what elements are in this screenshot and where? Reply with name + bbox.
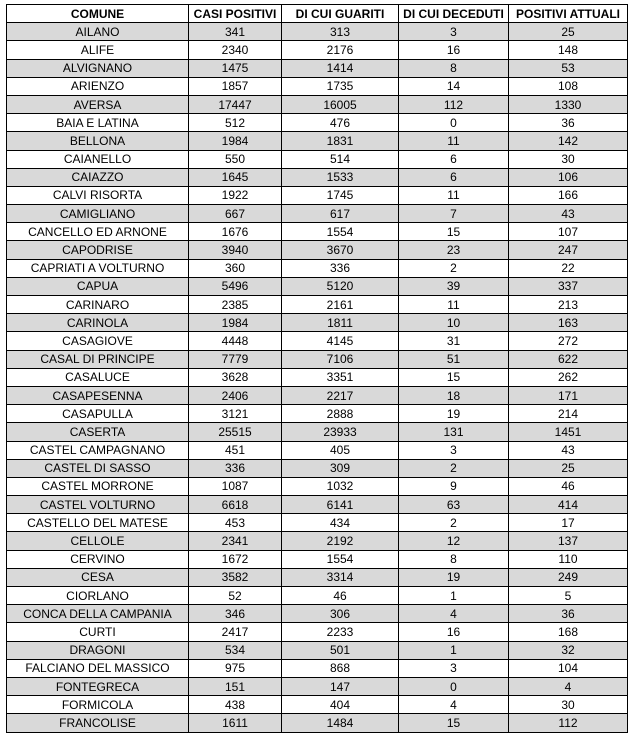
cell-deceduti: 51 [399, 350, 509, 368]
cell-comune: CURTI [7, 623, 189, 641]
cell-deceduti: 16 [399, 623, 509, 641]
cell-deceduti: 31 [399, 332, 509, 350]
cell-positivi-attuali: 46 [509, 477, 628, 495]
table-row [7, 259, 628, 277]
cell-positivi-attuali: 148 [509, 41, 628, 59]
cell-positivi-attuali: 30 [509, 150, 628, 168]
cell-positivi-attuali: 214 [509, 405, 628, 423]
cell-comune: CAIANELLO [7, 150, 189, 168]
cell-guariti: 405 [282, 441, 399, 459]
cell-comune: CESA [7, 568, 189, 586]
cell-guariti: 1735 [282, 77, 399, 95]
cell-guariti: 514 [282, 150, 399, 168]
cell-guariti: 476 [282, 114, 399, 132]
cell-comune: CIORLANO [7, 587, 189, 605]
cell-guariti: 2233 [282, 623, 399, 641]
cell-positivi-attuali: 249 [509, 568, 628, 586]
table-row [7, 568, 628, 586]
cell-comune: ALVIGNANO [7, 59, 189, 77]
cell-deceduti: 19 [399, 405, 509, 423]
cell-guariti: 1811 [282, 314, 399, 332]
cell-casi-positivi: 453 [189, 514, 282, 532]
cell-deceduti: 11 [399, 296, 509, 314]
cell-deceduti: 3 [399, 441, 509, 459]
table-row [7, 77, 628, 95]
table-row [7, 386, 628, 404]
cell-positivi-attuali: 43 [509, 205, 628, 223]
cell-deceduti: 15 [399, 368, 509, 386]
cell-casi-positivi: 1984 [189, 314, 282, 332]
cell-guariti: 3670 [282, 241, 399, 259]
cell-casi-positivi: 2340 [189, 41, 282, 59]
cell-comune: ALIFE [7, 41, 189, 59]
cell-guariti: 7106 [282, 350, 399, 368]
cell-comune: BAIA E LATINA [7, 114, 189, 132]
table-row [7, 441, 628, 459]
cell-guariti: 2176 [282, 41, 399, 59]
cell-casi-positivi: 4448 [189, 332, 282, 350]
cell-positivi-attuali: 25 [509, 459, 628, 477]
cell-comune: CAMIGLIANO [7, 205, 189, 223]
cell-casi-positivi: 1475 [189, 59, 282, 77]
cell-positivi-attuali: 4 [509, 677, 628, 695]
cell-casi-positivi: 25515 [189, 423, 282, 441]
cell-deceduti: 2 [399, 514, 509, 532]
cell-positivi-attuali: 112 [509, 714, 628, 732]
cell-comune: CASAL DI PRINCIPE [7, 350, 189, 368]
cell-positivi-attuali: 32 [509, 641, 628, 659]
table-row [7, 532, 628, 550]
cell-guariti: 1554 [282, 223, 399, 241]
cell-deceduti: 3 [399, 659, 509, 677]
cell-comune: AVERSA [7, 95, 189, 113]
cell-guariti: 2161 [282, 296, 399, 314]
cell-casi-positivi: 1087 [189, 477, 282, 495]
cell-casi-positivi: 3628 [189, 368, 282, 386]
cell-casi-positivi: 336 [189, 459, 282, 477]
cell-positivi-attuali: 22 [509, 259, 628, 277]
table-row [7, 696, 628, 714]
cell-comune: CASTELLO DEL MATESE [7, 514, 189, 532]
cell-positivi-attuali: 17 [509, 514, 628, 532]
cell-deceduti: 2 [399, 259, 509, 277]
cell-comune: AILANO [7, 23, 189, 41]
cell-deceduti: 11 [399, 186, 509, 204]
table-row [7, 714, 628, 732]
table-row [7, 423, 628, 441]
cell-deceduti: 1 [399, 587, 509, 605]
table-row [7, 477, 628, 495]
cell-comune: CASAPULLA [7, 405, 189, 423]
table-row [7, 314, 628, 332]
header-deceduti: DI CUI DECEDUTI [399, 5, 509, 23]
cell-comune: CASERTA [7, 423, 189, 441]
cell-comune: CERVINO [7, 550, 189, 568]
table-row [7, 677, 628, 695]
cell-positivi-attuali: 166 [509, 186, 628, 204]
cell-casi-positivi: 341 [189, 23, 282, 41]
cell-casi-positivi: 550 [189, 150, 282, 168]
header-positivi-attuali: POSITIVI ATTUALI [509, 5, 628, 23]
table-row [7, 223, 628, 241]
cell-deceduti: 112 [399, 95, 509, 113]
table-row [7, 587, 628, 605]
cell-comune: CELLOLE [7, 532, 189, 550]
cell-guariti: 3351 [282, 368, 399, 386]
cell-deceduti: 131 [399, 423, 509, 441]
cell-casi-positivi: 151 [189, 677, 282, 695]
cell-deceduti: 2 [399, 459, 509, 477]
table-row [7, 277, 628, 295]
cell-deceduti: 14 [399, 77, 509, 95]
cell-casi-positivi: 3582 [189, 568, 282, 586]
table-row [7, 241, 628, 259]
cell-comune: CASAGIOVE [7, 332, 189, 350]
covid-table [6, 4, 628, 733]
cell-casi-positivi: 451 [189, 441, 282, 459]
cell-deceduti: 9 [399, 477, 509, 495]
table-row [7, 296, 628, 314]
cell-deceduti: 63 [399, 496, 509, 514]
cell-comune: CASAPESENNA [7, 386, 189, 404]
cell-guariti: 501 [282, 641, 399, 659]
table-row [7, 605, 628, 623]
cell-comune: CAPRIATI A VOLTURNO [7, 259, 189, 277]
cell-positivi-attuali: 53 [509, 59, 628, 77]
table-row [7, 150, 628, 168]
table-row [7, 496, 628, 514]
header-row [7, 5, 628, 23]
cell-deceduti: 8 [399, 59, 509, 77]
cell-casi-positivi: 1857 [189, 77, 282, 95]
cell-guariti: 3314 [282, 568, 399, 586]
table-row [7, 623, 628, 641]
cell-positivi-attuali: 110 [509, 550, 628, 568]
cell-guariti: 434 [282, 514, 399, 532]
cell-guariti: 1484 [282, 714, 399, 732]
cell-deceduti: 8 [399, 550, 509, 568]
cell-casi-positivi: 5496 [189, 277, 282, 295]
cell-comune: CASTEL VOLTURNO [7, 496, 189, 514]
cell-comune: CARINOLA [7, 314, 189, 332]
table-row [7, 168, 628, 186]
cell-guariti: 23933 [282, 423, 399, 441]
cell-casi-positivi: 534 [189, 641, 282, 659]
cell-casi-positivi: 667 [189, 205, 282, 223]
cell-guariti: 1414 [282, 59, 399, 77]
cell-comune: CASTEL MORRONE [7, 477, 189, 495]
cell-positivi-attuali: 272 [509, 332, 628, 350]
cell-deceduti: 10 [399, 314, 509, 332]
cell-comune: CALVI RISORTA [7, 186, 189, 204]
cell-positivi-attuali: 36 [509, 605, 628, 623]
cell-comune: DRAGONI [7, 641, 189, 659]
cell-comune: CARINARO [7, 296, 189, 314]
header-guariti: DI CUI GUARITI [282, 5, 399, 23]
cell-casi-positivi: 3940 [189, 241, 282, 259]
cell-guariti: 309 [282, 459, 399, 477]
cell-comune: FORMICOLA [7, 696, 189, 714]
cell-casi-positivi: 360 [189, 259, 282, 277]
cell-deceduti: 15 [399, 714, 509, 732]
cell-comune: CASTEL DI SASSO [7, 459, 189, 477]
cell-casi-positivi: 512 [189, 114, 282, 132]
cell-positivi-attuali: 262 [509, 368, 628, 386]
cell-guariti: 16005 [282, 95, 399, 113]
cell-comune: CAIAZZO [7, 168, 189, 186]
cell-deceduti: 0 [399, 114, 509, 132]
cell-comune: FRANCOLISE [7, 714, 189, 732]
cell-guariti: 2888 [282, 405, 399, 423]
cell-comune: CANCELLO ED ARNONE [7, 223, 189, 241]
cell-deceduti: 12 [399, 532, 509, 550]
cell-guariti: 147 [282, 677, 399, 695]
cell-casi-positivi: 2385 [189, 296, 282, 314]
cell-positivi-attuali: 247 [509, 241, 628, 259]
cell-positivi-attuali: 5 [509, 587, 628, 605]
cell-casi-positivi: 7779 [189, 350, 282, 368]
cell-guariti: 868 [282, 659, 399, 677]
cell-positivi-attuali: 163 [509, 314, 628, 332]
cell-casi-positivi: 17447 [189, 95, 282, 113]
cell-casi-positivi: 1645 [189, 168, 282, 186]
cell-positivi-attuali: 1451 [509, 423, 628, 441]
cell-guariti: 1554 [282, 550, 399, 568]
cell-positivi-attuali: 622 [509, 350, 628, 368]
table-row [7, 459, 628, 477]
cell-deceduti: 15 [399, 223, 509, 241]
table-row [7, 205, 628, 223]
cell-comune: BELLONA [7, 132, 189, 150]
table-row [7, 114, 628, 132]
cell-deceduti: 7 [399, 205, 509, 223]
table-row [7, 405, 628, 423]
cell-guariti: 336 [282, 259, 399, 277]
table-row [7, 95, 628, 113]
cell-guariti: 1533 [282, 168, 399, 186]
cell-deceduti: 0 [399, 677, 509, 695]
table-row [7, 514, 628, 532]
cell-comune: CASALUCE [7, 368, 189, 386]
cell-casi-positivi: 1984 [189, 132, 282, 150]
cell-deceduti: 11 [399, 132, 509, 150]
cell-deceduti: 3 [399, 23, 509, 41]
table-row [7, 550, 628, 568]
table-row [7, 186, 628, 204]
cell-casi-positivi: 1676 [189, 223, 282, 241]
cell-comune: FONTEGRECA [7, 677, 189, 695]
cell-positivi-attuali: 30 [509, 696, 628, 714]
header-casi-positivi: CASI POSITIVI [189, 5, 282, 23]
cell-casi-positivi: 2406 [189, 386, 282, 404]
cell-positivi-attuali: 337 [509, 277, 628, 295]
cell-positivi-attuali: 137 [509, 532, 628, 550]
cell-casi-positivi: 1611 [189, 714, 282, 732]
cell-positivi-attuali: 108 [509, 77, 628, 95]
cell-deceduti: 1 [399, 641, 509, 659]
cell-casi-positivi: 1922 [189, 186, 282, 204]
cell-casi-positivi: 6618 [189, 496, 282, 514]
cell-guariti: 617 [282, 205, 399, 223]
cell-deceduti: 19 [399, 568, 509, 586]
cell-positivi-attuali: 107 [509, 223, 628, 241]
cell-positivi-attuali: 213 [509, 296, 628, 314]
cell-deceduti: 16 [399, 41, 509, 59]
cell-deceduti: 18 [399, 386, 509, 404]
cell-guariti: 313 [282, 23, 399, 41]
cell-positivi-attuali: 36 [509, 114, 628, 132]
cell-casi-positivi: 1672 [189, 550, 282, 568]
cell-casi-positivi: 438 [189, 696, 282, 714]
cell-casi-positivi: 346 [189, 605, 282, 623]
cell-guariti: 404 [282, 696, 399, 714]
cell-guariti: 1745 [282, 186, 399, 204]
cell-guariti: 2192 [282, 532, 399, 550]
table-row [7, 350, 628, 368]
cell-casi-positivi: 52 [189, 587, 282, 605]
cell-deceduti: 23 [399, 241, 509, 259]
cell-positivi-attuali: 1330 [509, 95, 628, 113]
cell-comune: CASTEL CAMPAGNANO [7, 441, 189, 459]
cell-guariti: 6141 [282, 496, 399, 514]
table-row [7, 659, 628, 677]
cell-guariti: 2217 [282, 386, 399, 404]
cell-comune: FALCIANO DEL MASSICO [7, 659, 189, 677]
cell-deceduti: 6 [399, 150, 509, 168]
cell-positivi-attuali: 171 [509, 386, 628, 404]
header-comune: COMUNE [7, 5, 189, 23]
table-row [7, 132, 628, 150]
cell-positivi-attuali: 142 [509, 132, 628, 150]
cell-guariti: 306 [282, 605, 399, 623]
cell-casi-positivi: 3121 [189, 405, 282, 423]
cell-guariti: 46 [282, 587, 399, 605]
cell-guariti: 1032 [282, 477, 399, 495]
cell-positivi-attuali: 168 [509, 623, 628, 641]
table-row [7, 332, 628, 350]
cell-positivi-attuali: 104 [509, 659, 628, 677]
table-row [7, 23, 628, 41]
cell-positivi-attuali: 25 [509, 23, 628, 41]
cell-comune: CAPODRISE [7, 241, 189, 259]
cell-comune: CONCA DELLA CAMPANIA [7, 605, 189, 623]
table-row [7, 641, 628, 659]
cell-deceduti: 4 [399, 605, 509, 623]
cell-casi-positivi: 2341 [189, 532, 282, 550]
cell-deceduti: 6 [399, 168, 509, 186]
cell-casi-positivi: 2417 [189, 623, 282, 641]
cell-guariti: 1831 [282, 132, 399, 150]
cell-casi-positivi: 975 [189, 659, 282, 677]
cell-deceduti: 39 [399, 277, 509, 295]
table-row [7, 59, 628, 77]
cell-comune: CAPUA [7, 277, 189, 295]
cell-positivi-attuali: 106 [509, 168, 628, 186]
cell-deceduti: 4 [399, 696, 509, 714]
table-row [7, 368, 628, 386]
cell-guariti: 4145 [282, 332, 399, 350]
cell-guariti: 5120 [282, 277, 399, 295]
cell-comune: ARIENZO [7, 77, 189, 95]
cell-positivi-attuali: 414 [509, 496, 628, 514]
table-row [7, 41, 628, 59]
cell-positivi-attuali: 43 [509, 441, 628, 459]
